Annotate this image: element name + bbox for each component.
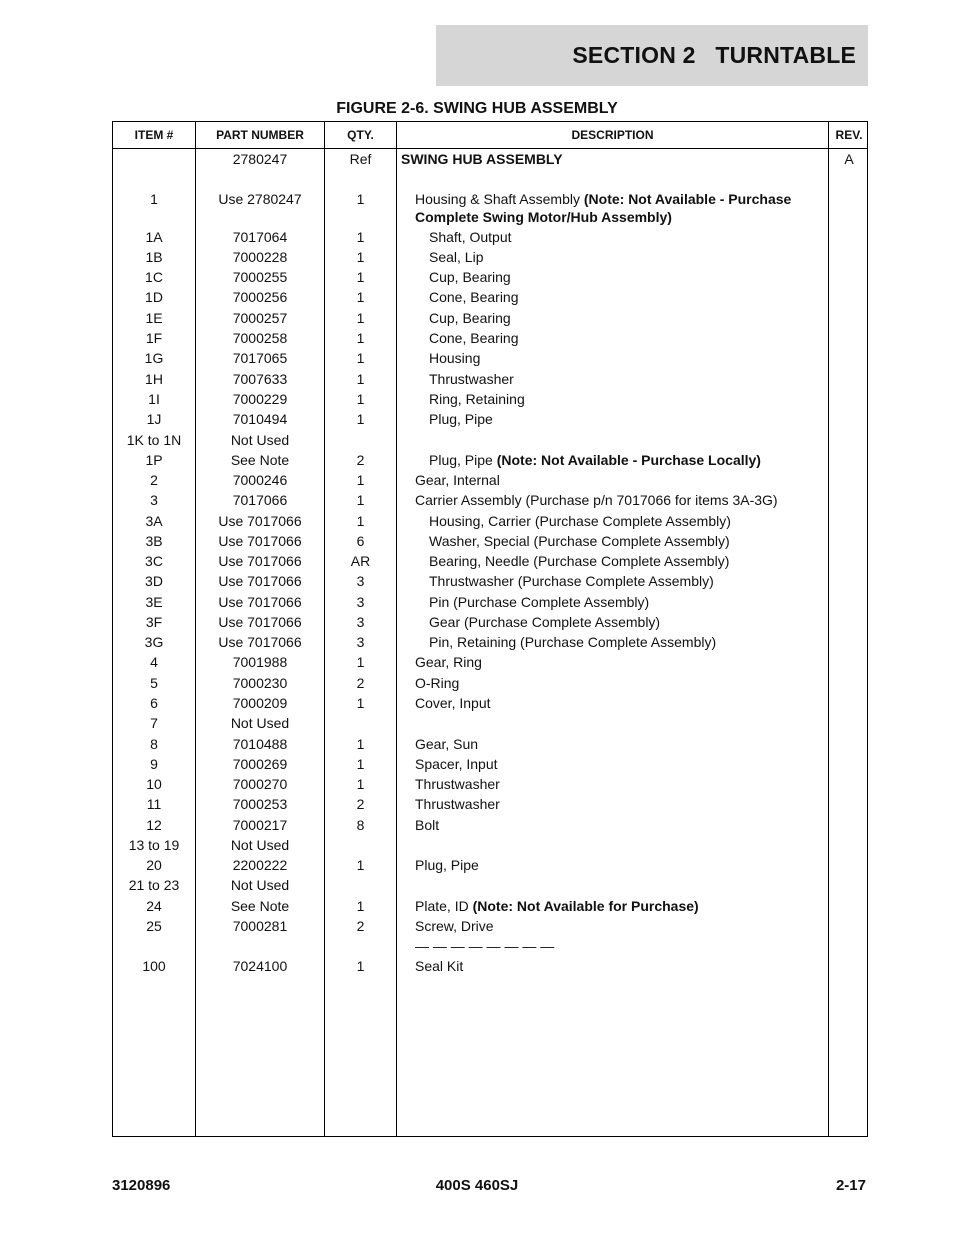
quantity-cell: 1 [356,756,365,772]
item-number-cell: 100 [142,958,166,974]
description-cell [401,268,821,286]
figure-title: FIGURE 2-6. SWING HUB ASSEMBLY [336,100,618,117]
item-number-cell: 9 [150,756,158,772]
description-cell [401,390,821,408]
description-cell [401,248,821,266]
quantity-cell: 8 [356,817,365,833]
part-number-cell: 7000246 [232,472,288,488]
item-number-cell: 1A [145,229,163,245]
description-cell [401,613,821,631]
item-number-cell: 1K to 1N [126,432,182,448]
part-number-cell: 7000256 [232,289,288,305]
description-cell [401,694,821,712]
part-number-cell: 7010488 [232,736,288,752]
description-text: Gear, Ring [415,654,482,670]
quantity-cell: 2 [356,918,365,934]
quantity-cell: 1 [356,492,365,508]
item-number-cell: 1B [145,249,163,265]
column-header-rev: REV. [835,128,863,142]
description-cell [401,593,821,611]
part-number-cell: See Note [230,898,290,914]
part-number-cell: 7010494 [232,411,288,427]
item-number-cell: 1J [146,411,162,427]
part-number-cell: 7017065 [232,350,288,366]
description-cell [401,735,821,753]
header-divider [113,148,867,149]
description-text: Gear, Internal [415,472,500,488]
quantity-cell: 1 [356,776,365,792]
item-number-cell: 5 [150,675,158,691]
footer-model: 400S 460SJ [435,1177,519,1194]
description-cell [401,309,821,327]
description-text: Plate, ID [415,898,473,914]
quantity-cell: 3 [356,573,365,589]
description-text: Housing [429,350,481,366]
part-number-cell: Use 7017066 [218,573,302,589]
quantity-cell: 1 [356,289,365,305]
description-cell [401,633,821,651]
item-number-cell: 1E [145,310,163,326]
part-number-cell: Not Used [230,837,290,853]
description-cell [401,349,821,367]
description-text: Cup, Bearing [429,310,511,326]
section-header [436,25,868,86]
part-number-cell: 7007633 [232,371,288,387]
description-cell [401,653,821,671]
quantity-cell: AR [350,553,371,569]
part-number-cell: 7001988 [232,654,288,670]
description-cell [401,451,821,469]
description-text: Cover, Input [415,695,491,711]
description-text: Cup, Bearing [429,269,511,285]
description-note: (Note: Not Available - Purchase Complete Swing Motor/Hub Assembly) [415,191,792,225]
item-number-cell: 24 [146,898,162,914]
description-cell [401,370,821,388]
description-cell [401,572,821,590]
quantity-cell: 3 [356,634,365,650]
description-cell [401,471,821,489]
item-number-cell: 21 to 23 [128,877,180,893]
item-number-cell: 8 [150,736,158,752]
part-number-cell: 7000229 [232,391,288,407]
description-text: Thrustwasher [429,371,514,387]
item-number-cell: 12 [146,817,162,833]
part-number-cell: 7000257 [232,310,288,326]
item-number-cell: 1I [148,391,160,407]
quantity-cell: 1 [356,391,365,407]
description-text: Housing & Shaft Assembly [415,191,584,207]
column-header-item: ITEM # [134,128,174,142]
description-cell [401,491,821,509]
description-text: Thrustwasher (Purchase Complete Assembly) [429,573,714,589]
quantity-cell: 1 [356,371,365,387]
quantity-cell: 1 [356,958,365,974]
description-text: Cone, Bearing [429,330,519,346]
description-text: Bearing, Needle (Purchase Complete Assembly) [429,553,730,569]
part-number-cell: 2200222 [232,857,288,873]
quantity-cell: 1 [356,513,365,529]
part-number-cell: Not Used [230,877,290,893]
item-number-cell: 1 [150,191,158,207]
part-number-cell: 7024100 [232,958,288,974]
item-number-cell: 1G [144,350,164,366]
description-cell [401,228,821,246]
item-number-cell: 3F [145,614,163,630]
item-number-cell: 3C [145,553,163,569]
item-number-cell: 10 [146,776,162,792]
item-number-cell: 11 [146,796,162,812]
description-text: Pin (Purchase Complete Assembly) [429,594,650,610]
column-header-description: DESCRIPTION [571,128,654,142]
part-number-cell: 7000269 [232,756,288,772]
description-text: Gear, Sun [415,736,479,752]
description-cell [401,816,821,834]
description-cell [401,512,821,530]
quantity-cell: 6 [356,533,365,549]
description-text: Seal Kit [415,958,464,974]
quantity-cell: 1 [356,310,365,326]
quantity-cell: 1 [356,898,365,914]
quantity-cell: 1 [356,654,365,670]
part-number-cell: 7000217 [232,817,288,833]
item-number-cell: 3B [145,533,163,549]
part-number-cell: See Note [230,452,290,468]
part-number-cell: Use 7017066 [218,614,302,630]
section-title: SECTION 2 TURNTABLE [572,42,856,68]
quantity-cell: Ref [349,151,372,167]
quantity-cell: 1 [356,330,365,346]
item-number-cell: 13 to 19 [128,837,180,853]
part-number-cell: 7000209 [232,695,288,711]
description-text: Seal, Lip [429,249,484,265]
description-note: (Note: Not Available for Purchase) [472,898,699,914]
part-number-cell: Use 2780247 [218,191,302,207]
description-cell [401,897,821,915]
description-text: Screw, Drive [415,918,494,934]
column-header-qty: QTY. [347,128,374,142]
description-cell [401,288,821,306]
footer-page-number: 2-17 [835,1177,866,1194]
description-text: Ring, Retaining [429,391,525,407]
description-cell [401,937,821,955]
part-number-cell: 7017066 [232,492,288,508]
item-number-cell: 1P [145,452,163,468]
description-text: Shaft, Output [429,229,512,245]
quantity-cell: 1 [356,472,365,488]
item-number-cell: 3 [150,492,158,508]
part-number-cell: 7000253 [232,796,288,812]
part-number-cell: Not Used [230,432,290,448]
item-number-cell: 3A [145,513,163,529]
item-number-cell: 1C [145,269,163,285]
description-text: Plug, Pipe [429,411,493,427]
description-text: — — — — — — — — [415,938,555,954]
description-text: Housing, Carrier (Purchase Complete Assembly) [429,513,731,529]
quantity-cell: 1 [356,249,365,265]
description-text: Spacer, Input [415,756,498,772]
item-number-cell: 1F [145,330,163,346]
quantity-cell: 1 [356,695,365,711]
part-number-cell: Use 7017066 [218,634,302,650]
description-text: Gear (Purchase Complete Assembly) [429,614,661,630]
description-cell [401,329,821,347]
item-number-cell: 7 [150,715,158,731]
part-number-cell: 7000258 [232,330,288,346]
part-number-cell: 7000255 [232,269,288,285]
quantity-cell: 3 [356,594,365,610]
description-text: Plug, Pipe [429,452,497,468]
part-number-cell: Not Used [230,715,290,731]
part-number-cell: 7000281 [232,918,288,934]
quantity-cell: 2 [356,796,365,812]
description-note: (Note: Not Available - Purchase Locally) [496,452,761,468]
description-cell [401,410,821,428]
quantity-cell: 1 [356,269,365,285]
item-number-cell: 25 [146,918,162,934]
part-number-cell: Use 7017066 [218,553,302,569]
description-cell [401,775,821,793]
item-number-cell: 3E [145,594,163,610]
part-number-cell: 7017064 [232,229,288,245]
quantity-cell: 1 [356,736,365,752]
part-number-cell: 7000230 [232,675,288,691]
description-text: Bolt [415,817,440,833]
item-number-cell: 1D [145,289,163,305]
description-cell [401,957,821,975]
column-divider [828,122,829,1136]
description-cell [401,674,821,692]
part-number-cell: 7000228 [232,249,288,265]
parts-table [112,121,868,1137]
item-number-cell: 6 [150,695,158,711]
item-number-cell: 3D [145,573,163,589]
part-number-cell: 2780247 [232,151,288,167]
quantity-cell: 2 [356,675,365,691]
description-cell [401,150,821,168]
quantity-cell: 3 [356,614,365,630]
part-number-cell: 7000270 [232,776,288,792]
quantity-cell: 1 [356,857,365,873]
quantity-cell: 1 [356,411,365,427]
part-number-cell: Use 7017066 [218,513,302,529]
description-cell [401,552,821,570]
item-number-cell: 20 [146,857,162,873]
part-number-cell: Use 7017066 [218,533,302,549]
column-divider [396,122,397,1136]
description-text: SWING HUB ASSEMBLY [401,151,563,167]
quantity-cell: 1 [356,350,365,366]
quantity-cell: 1 [356,191,365,207]
description-text: Washer, Special (Purchase Complete Assembly) [429,533,730,549]
description-cell [401,917,821,935]
description-text: Carrier Assembly (Purchase p/n 7017066 for items 3A-3G) [415,492,778,508]
item-number-cell: 1H [145,371,163,387]
part-number-cell: Use 7017066 [218,594,302,610]
revision-cell: A [844,151,854,167]
item-number-cell: 4 [150,654,158,670]
footer-doc-number: 3120896 [112,1177,171,1194]
description-text: Plug, Pipe [415,857,479,873]
description-cell [401,755,821,773]
description-text: Cone, Bearing [429,289,519,305]
column-header-part-number: PART NUMBER [216,128,304,142]
item-number-cell: 2 [150,472,158,488]
description-text: O-Ring [415,675,460,691]
description-cell [401,856,821,874]
description-text: Pin, Retaining (Purchase Complete Assembly) [429,634,717,650]
description-text: Thrustwasher [415,776,500,792]
description-cell [401,795,821,813]
description-cell [401,190,821,226]
quantity-cell: 2 [356,452,365,468]
item-number-cell: 3G [144,634,164,650]
description-text: Thrustwasher [415,796,500,812]
description-cell [401,532,821,550]
quantity-cell: 1 [356,229,365,245]
